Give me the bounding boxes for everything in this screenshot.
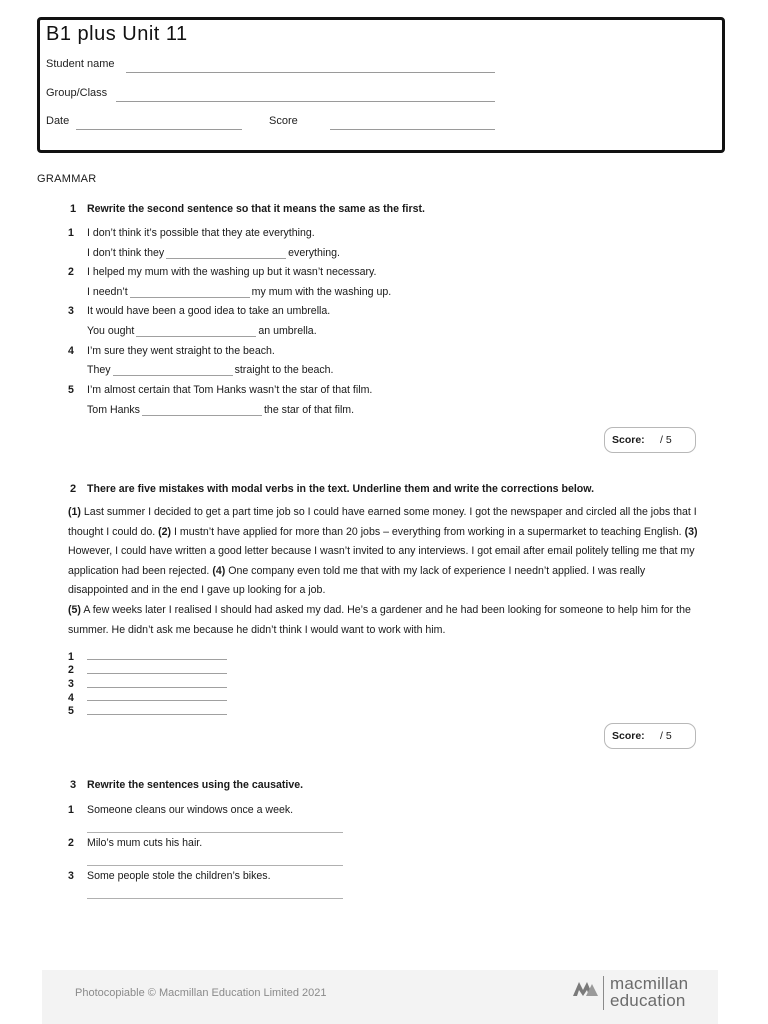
answer-blank[interactable] [136,326,256,337]
answer-blank[interactable] [142,405,262,416]
exercise-1-score-box[interactable] [604,427,696,453]
student-name-line[interactable] [126,72,495,73]
mistake-marker: (3) [684,525,698,538]
answer-number: 5 [68,705,74,717]
group-class-label: Group/Class [46,87,108,99]
text-segment: A few weeks later I realised I should had asked my dad. He’s a gardener and he had been looking for someone to help him for the summer. He didn’t ask me because he didn’t think I would want to work with him. [68,603,691,636]
item-first-sentence: I don’t think it’s possible that they ate everything. [87,227,315,239]
item-rewrite [87,286,391,298]
item-number: 1 [68,227,74,239]
exercise-3-instruction: Rewrite the sentences using the causative. [87,779,304,791]
item-number: 2 [68,837,74,849]
answer-blank[interactable] [166,248,286,259]
rewrite-end: everything. [288,247,340,259]
answer-number: 2 [68,664,74,676]
answer-number: 4 [68,692,74,704]
item-first-sentence: I’m almost certain that Tom Hanks wasn’t the star of that film. [87,384,373,396]
text-segment: One company even told me that with my lack of experience I needn’t applied. I was really disappointed and in the end I gave up looking for a job. [68,564,646,597]
exercise-2-text [68,503,708,640]
worksheet-title: B1 plus Unit 11 [46,23,188,45]
item-number: 4 [68,345,74,357]
exercise-2-score-box[interactable] [604,723,696,749]
logo-text-macmillan: macmillan [610,974,689,993]
answer-line[interactable] [87,832,343,833]
date-line[interactable] [76,129,242,130]
score-box-label: Score: [612,730,645,742]
answer-line[interactable] [87,865,343,866]
text-segment: However, I could have written a good letter because I wasn’t invited to any interviews. I got email after email politely telling me that my application had been rejected. [68,545,695,577]
mistake-marker: (4) [212,564,226,577]
mistake-marker: (2) [158,525,172,538]
section-heading: GRAMMAR [37,173,97,185]
answer-line[interactable] [87,659,227,660]
item-number: 1 [68,804,74,816]
student-name-label: Student name [46,58,115,70]
answer-line[interactable] [87,714,227,715]
mistake-marker: (5) [68,603,81,616]
score-box-value: / 5 [660,434,672,446]
date-label: Date [46,115,70,127]
exercise-1-number: 1 [70,203,77,215]
item-number: 3 [68,305,74,317]
item-sentence: Milo’s mum cuts his hair. [87,837,203,849]
answer-number: 3 [68,678,74,690]
rewrite-start: Tom Hanks [87,404,140,416]
rewrite-start: They [87,364,111,376]
exercise-2-number: 2 [70,483,77,495]
item-rewrite [87,247,340,259]
exercise-3-number: 3 [70,779,77,791]
answer-line[interactable] [87,700,227,701]
score-box-label: Score: [612,434,645,446]
mistake-marker: (1) [68,506,81,518]
rewrite-end: the star of that film. [263,404,355,416]
item-first-sentence: I’m sure they went straight to the beach. [87,345,275,357]
text-segment: Last summer I decided to get a part time job so I could have earned some money. I got the newspaper and circled all the jobs that I thought I could do. [68,506,697,538]
logo-divider [603,976,604,1010]
item-rewrite [87,364,334,376]
text-segment: I mustn’t have applied for more than 20 jobs – everything from working in a supermarket to teaching English. [174,525,682,538]
logo-text-education: education [610,991,686,1010]
item-rewrite [87,404,354,416]
exercise-2-instruction: There are five mistakes with modal verbs in the text. Underline them and write the corrections below. [87,483,595,495]
item-sentence: Some people stole the children’s bikes. [87,870,271,882]
exercise-1-instruction: Rewrite the second sentence so that it means the same as the first. [87,203,425,215]
item-number: 5 [68,384,74,396]
rewrite-start: You ought [87,325,135,337]
score-line[interactable] [330,129,495,130]
answer-blank[interactable] [130,287,250,298]
score-label: Score [269,115,298,127]
item-first-sentence: It would have been a good idea to take an umbrella. [87,305,331,317]
item-sentence: Someone cleans our windows once a week. [87,804,294,816]
score-box-value: / 5 [660,730,672,742]
item-number: 3 [68,870,74,882]
copyright-notice: Photocopiable © Macmillan Education Limited 2021 [75,987,327,999]
rewrite-end: my mum with the washing up. [251,286,392,298]
answer-line[interactable] [87,687,227,688]
rewrite-start: I don’t think they [87,247,165,259]
macmillan-logo-icon [572,978,600,998]
answer-line[interactable] [87,898,343,899]
rewrite-end: straight to the beach. [234,364,334,376]
answer-blank[interactable] [113,365,233,376]
group-class-line[interactable] [116,101,495,102]
item-number: 2 [68,266,74,278]
answer-line[interactable] [87,673,227,674]
answer-number: 1 [68,651,74,663]
rewrite-end: an umbrella. [258,325,317,337]
item-first-sentence: I helped my mum with the washing up but it wasn’t necessary. [87,266,377,278]
item-rewrite [87,325,317,337]
rewrite-start: I needn’t [87,286,128,298]
